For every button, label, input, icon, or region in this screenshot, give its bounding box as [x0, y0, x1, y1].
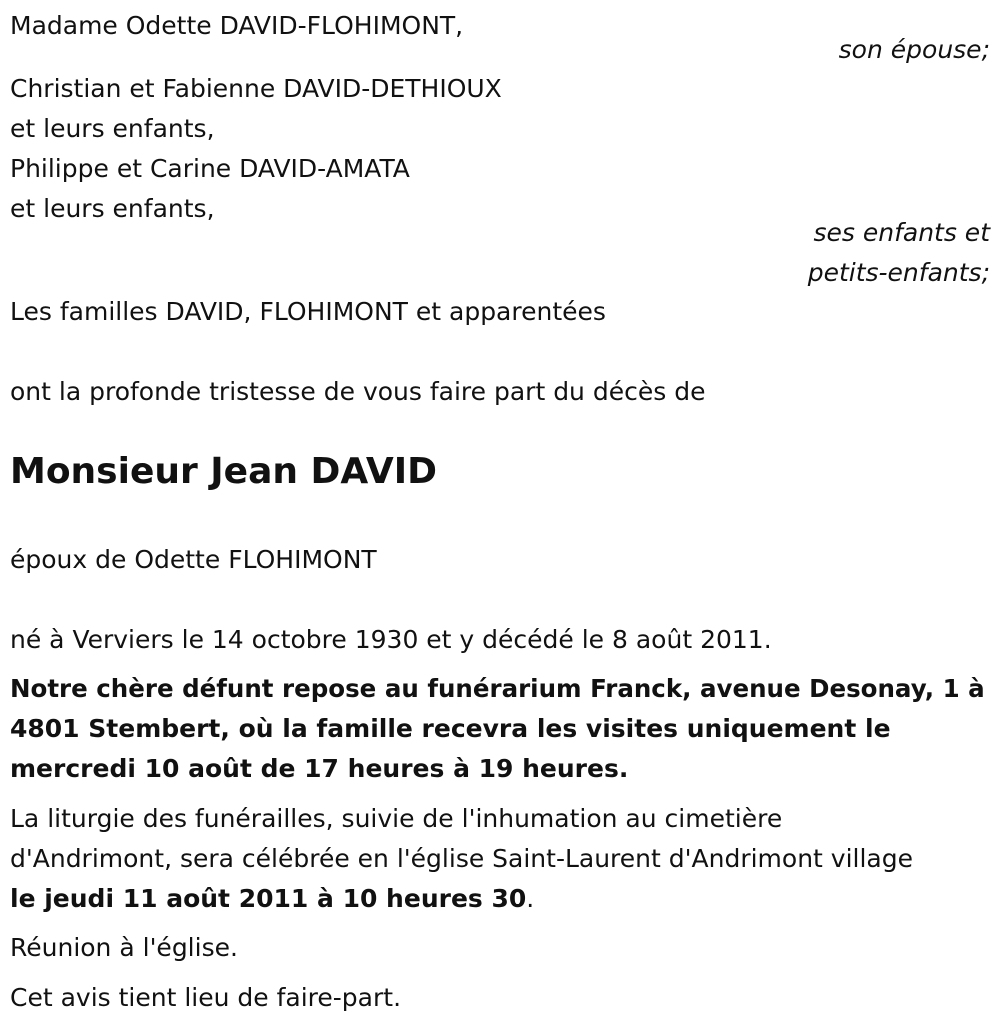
- children-role-line-2: petits-enfants;: [807, 258, 990, 287]
- children-line-4: et leurs enfants,: [10, 194, 215, 223]
- funeral-date: le jeudi 11 août 2011 à 10 heures 30: [10, 884, 527, 913]
- birth-death-line: né à Verviers le 14 octobre 1930 et y décédé le 8 août 2011.: [10, 625, 772, 654]
- funeral-line-1: La liturgie des funérailles, suivie de l'inhumation au cimetière: [10, 804, 783, 833]
- children-role-line-1: ses enfants et: [813, 218, 990, 247]
- funeral-line-2: d'Andrimont, sera célébrée en l'église Saint-Laurent d'Andrimont village: [10, 844, 913, 873]
- footer-line: Cet avis tient lieu de faire-part.: [10, 983, 402, 1012]
- visits-line-1: Notre chère défunt repose au funérarium Franck, avenue Desonay, 1 à: [10, 674, 985, 703]
- announcement-line: ont la profonde tristesse de vous faire part du décès de: [10, 377, 706, 406]
- spouse-role: son épouse;: [838, 35, 990, 64]
- spouse-of-line: époux de Odette FLOHIMONT: [10, 545, 377, 574]
- families-line: Les familles DAVID, FLOHIMONT et apparentées: [10, 297, 606, 326]
- meeting-line: Réunion à l'église.: [10, 933, 238, 962]
- children-line-3: Philippe et Carine DAVID-AMATA: [10, 154, 410, 183]
- children-line-2: et leurs enfants,: [10, 114, 215, 143]
- visits-line-2: 4801 Stembert, où la famille recevra les visites uniquement le: [10, 714, 891, 743]
- visits-line-3: mercredi 10 août de 17 heures à 19 heures.: [10, 754, 629, 783]
- deceased-name: Monsieur Jean DAVID: [10, 451, 437, 492]
- funeral-date-line: [10, 879, 534, 919]
- funeral-date-suffix: .: [526, 884, 535, 913]
- spouse-line: Madame Odette DAVID-FLOHIMONT,: [10, 11, 464, 40]
- children-line-1: Christian et Fabienne DAVID-DETHIOUX: [10, 74, 502, 103]
